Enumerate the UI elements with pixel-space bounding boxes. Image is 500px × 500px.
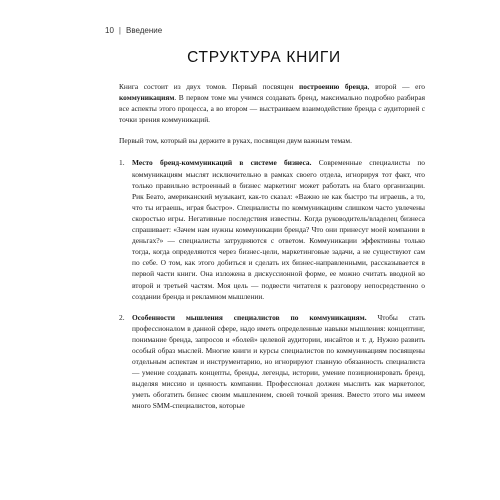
list-item-number: 1. [119,158,125,168]
topics-list [119,157,425,411]
intro-bold-2: коммуникациям [119,93,175,103]
page-title: СТРУКТУРА КНИГИ [187,49,341,66]
list-item-text: Чтобы стать профессионалом в данной сфере, надо иметь определенные навыки мышления: концептинг, понимание бренда, запросов и «болей» целевой аудитории, инсайтов и т. д. Нужно развить особый образ мыслей. Многие книги и курсы специалистов по коммуникациям посвящены отдельным аспектам и инструментарию, но игнорируют главную обязанность специалиста — умение создавать концепты, бренды, легенды, истории, умение позиционировать бренд, выделяя миссию и ценность компании. Профессионал должен мыслить как маркетолог, уметь обогатить бизнес своим мышлением, своей точкой зрения. Вместо этого мы имеем много SMM-специалистов, которые [132,312,425,411]
list-item-text: Современные специалисты по коммуникациям мыслят исключительно в рамках своего отдела, игнорируя тот факт, что только правильно встроенный в бизнес маркетинг может работать на благо организации. Рик Беато, американский музыкант, как-то сказал: «Важно не как быстро ты играешь, а то, что ты играешь, играя быстро». Специалисты по коммуникациям слишком часто увлечены скоростью игры. Негативные последствия известны. Когда руководитель/владелец бизнеса спрашивает: «Зачем нам нужны коммуникации бренда? Что они принесут моей компании в деньгах?» — специалисты затрудняются с ответом. Коммуникации эффективны только тогда, когда определяются через бизнес-цели, маркетинговые задачи, а не существуют сам по себе. О том, как этого добиться и сделать их бизнес-направленными, рассказывается в первой части книги. Она изложена в дискуссионной форме, ее можно считать вводной ко второй и третьей частям. Моя цель — подвести читателя к разговору непосредственно о создании бренда и рекламном мышлении. [132,158,425,301]
running-head-separator: | [118,26,121,35]
page-number: 10 [105,26,114,35]
list-item [119,157,425,301]
intro-text-3: . В первом томе мы учимся создавать бренд, максимально подробно разбирая все аспекты этого процесса, а во втором — выстраиваем взаимодействие бренда с аудиторией с точки зрения коммуникаций. [119,93,425,125]
intro-bold-1: построению бренда [299,82,368,91]
section-name: Введение [125,26,163,35]
intro-text-2: , второй — его [367,82,425,91]
list-item [119,312,425,412]
intro-text-1: Книга состоит из двух томов. Первый посвящен [119,82,300,91]
main-text [119,81,425,412]
intro-paragraph [119,81,425,125]
list-item-number: 2. [119,312,125,322]
list-item-heading: Место бренд-коммуникаций в системе бизнеса. [132,158,312,168]
list-item-heading: Особенности мышления специалистов по коммуникациям. [132,312,367,322]
second-paragraph: Первый том, который вы держите в руках, посвящен двум важным темам. [119,136,352,146]
running-head [105,26,162,35]
